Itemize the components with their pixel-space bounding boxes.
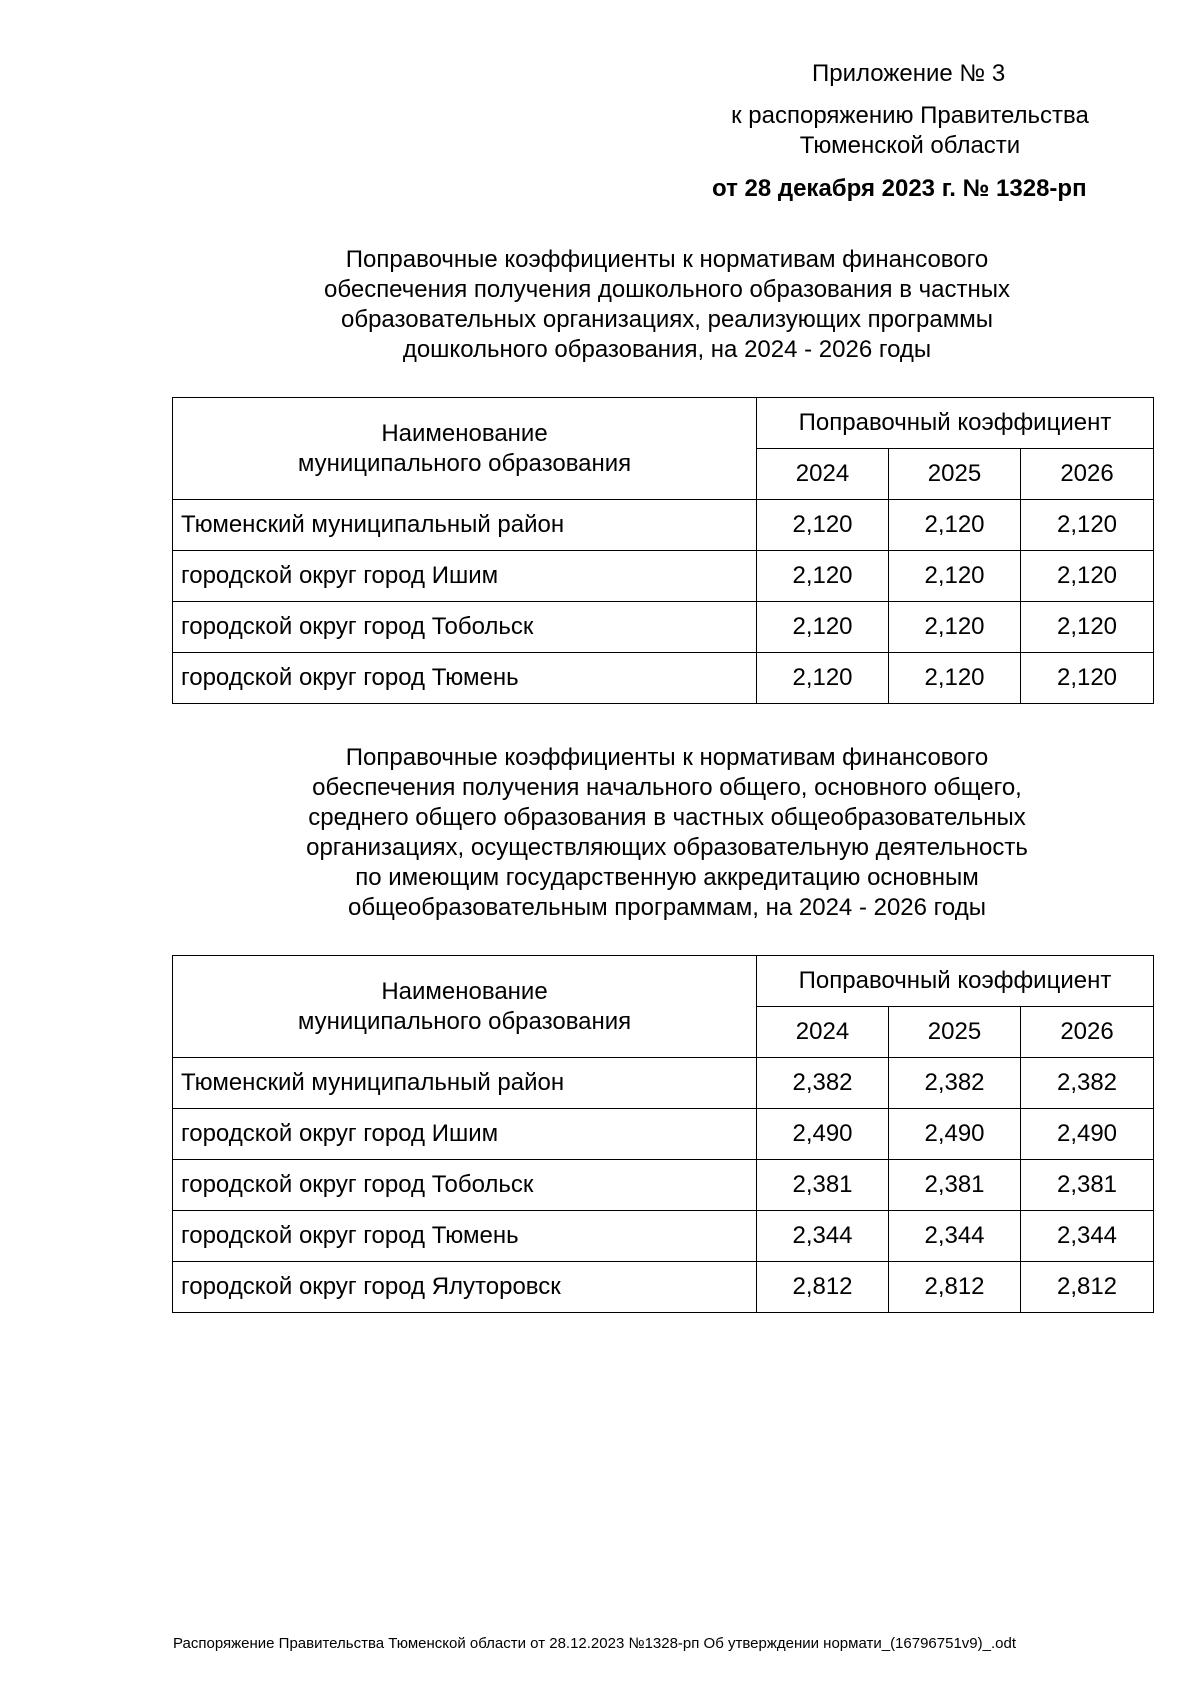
municipality-name-header-line-2: муниципального образования xyxy=(297,449,632,477)
order-reference xyxy=(700,101,1120,161)
section-1-title-line: обеспечения получения дошкольного образования в частных xyxy=(324,276,1010,303)
coefficient-value: 2,344 xyxy=(757,1211,889,1262)
coefficient-value: 2,382 xyxy=(757,1058,889,1109)
coefficient-value: 2,382 xyxy=(1021,1058,1154,1109)
coefficient-value: 2,812 xyxy=(889,1262,1021,1313)
table-row xyxy=(173,1058,1154,1109)
coefficient-value: 2,344 xyxy=(1021,1211,1154,1262)
table-row xyxy=(173,1211,1154,1262)
section-1-title-line: дошкольного образования, на 2024 - 2026 годы xyxy=(402,336,932,363)
coefficient-value: 2,120 xyxy=(757,551,889,602)
section-2-coefficient-table xyxy=(172,955,1154,1313)
year-header-2026: 2026 xyxy=(1021,449,1154,500)
coefficient-value: 2,382 xyxy=(889,1058,1021,1109)
appendix-label: Приложение № 3 xyxy=(812,60,1006,87)
municipality-name: городской округ город Тюмень xyxy=(173,1211,757,1262)
coefficient-header: Поправочный коэффициент xyxy=(757,398,1154,449)
municipality-name-header-line-1: Наименование xyxy=(381,977,548,1005)
municipality-name: Тюменский муниципальный район xyxy=(173,1058,757,1109)
year-header-2024: 2024 xyxy=(757,1007,889,1058)
document-footer: Распоряжение Правительства Тюменской области от 28.12.2023 №1328-рп Об утверждении нормати_(16796751v9)_.odt xyxy=(173,1635,1016,1652)
municipality-name: городской округ город Тобольск xyxy=(173,1160,757,1211)
municipality-name: городской округ город Ялуторовск xyxy=(173,1262,757,1313)
table-row xyxy=(173,1109,1154,1160)
year-header-2024: 2024 xyxy=(757,449,889,500)
coefficient-value: 2,120 xyxy=(757,500,889,551)
municipality-name-header xyxy=(173,398,757,500)
coefficient-value: 2,812 xyxy=(757,1262,889,1313)
coefficient-value: 2,490 xyxy=(757,1109,889,1160)
coefficient-value: 2,120 xyxy=(757,602,889,653)
table-header-row xyxy=(173,398,1154,449)
coefficient-value: 2,120 xyxy=(889,602,1021,653)
coefficient-value: 2,120 xyxy=(1021,500,1154,551)
section-1-coefficient-table xyxy=(172,397,1154,704)
year-header-2025: 2025 xyxy=(889,1007,1021,1058)
municipality-name: городской округ город Тобольск xyxy=(173,602,757,653)
table-row xyxy=(173,500,1154,551)
coefficient-value: 2,120 xyxy=(889,551,1021,602)
municipality-name: городской округ город Ишим xyxy=(173,551,757,602)
municipality-name-header xyxy=(173,956,757,1058)
coefficient-value: 2,120 xyxy=(1021,653,1154,704)
municipality-name: городской округ город Ишим xyxy=(173,1109,757,1160)
section-1-title xyxy=(200,245,1134,365)
table-header-row xyxy=(173,956,1154,1007)
coefficient-header: Поправочный коэффициент xyxy=(757,956,1154,1007)
table-row xyxy=(173,1262,1154,1313)
year-header-2026: 2026 xyxy=(1021,1007,1154,1058)
coefficient-value: 2,381 xyxy=(889,1160,1021,1211)
coefficient-value: 2,344 xyxy=(889,1211,1021,1262)
table-row xyxy=(173,551,1154,602)
table-row xyxy=(173,1160,1154,1211)
municipality-name: Тюменский муниципальный район xyxy=(173,500,757,551)
municipality-name-header-line-1: Наименование xyxy=(381,419,548,447)
section-2-title-line: Поправочные коэффициенты к нормативам финансового xyxy=(345,744,989,771)
order-reference-line-2: Тюменской области xyxy=(799,132,1021,159)
coefficient-value: 2,381 xyxy=(757,1160,889,1211)
table-row xyxy=(173,653,1154,704)
municipality-name-header-line-2: муниципального образования xyxy=(297,1007,632,1035)
coefficient-value: 2,381 xyxy=(1021,1160,1154,1211)
year-header-2025: 2025 xyxy=(889,449,1021,500)
coefficient-value: 2,120 xyxy=(1021,602,1154,653)
order-reference-line-1: к распоряжению Правительства xyxy=(731,102,1089,129)
order-date: от 28 декабря 2023 г. № 1328-рп xyxy=(712,175,1087,202)
table-row xyxy=(173,602,1154,653)
section-1-title-line: образовательных организациях, реализующих программы xyxy=(340,306,994,333)
municipality-name: городской округ город Тюмень xyxy=(173,653,757,704)
section-2-title-line: по имеющим государственную аккредитацию основным xyxy=(355,864,979,891)
coefficient-value: 2,120 xyxy=(889,653,1021,704)
section-1-title-line: Поправочные коэффициенты к нормативам финансового xyxy=(345,246,989,273)
coefficient-value: 2,812 xyxy=(1021,1262,1154,1313)
section-2-title-line: обеспечения получения начального общего, основного общего, xyxy=(312,774,1022,801)
coefficient-value: 2,120 xyxy=(757,653,889,704)
section-2-title xyxy=(200,743,1134,923)
section-2-title-line: общеобразовательным программам, на 2024 - 2026 годы xyxy=(348,894,986,921)
coefficient-value: 2,120 xyxy=(1021,551,1154,602)
coefficient-value: 2,120 xyxy=(889,500,1021,551)
coefficient-value: 2,490 xyxy=(1021,1109,1154,1160)
section-2-title-line: организациях, осуществляющих образовательную деятельность xyxy=(306,834,1028,861)
coefficient-value: 2,490 xyxy=(889,1109,1021,1160)
section-2-title-line: среднего общего образования в частных общеобразовательных xyxy=(308,804,1026,831)
